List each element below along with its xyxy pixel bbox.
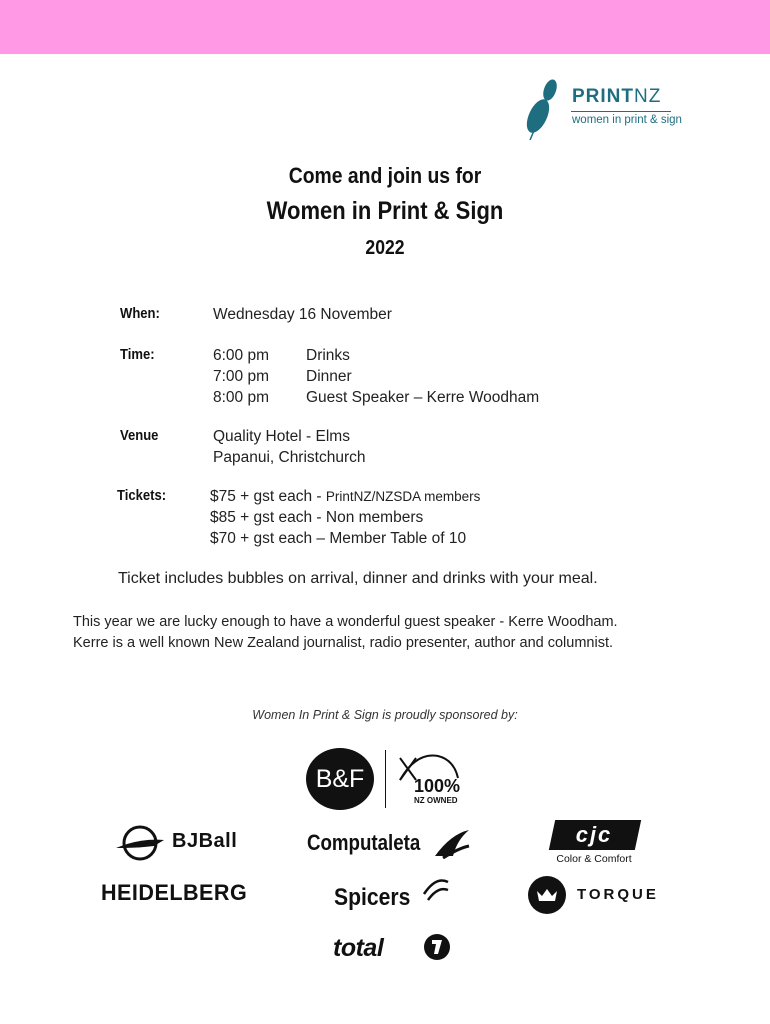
schedule-time: 8:00 pm — [213, 389, 270, 406]
bjball-logo: BJBall — [114, 824, 244, 862]
bf-logo: B&F — [306, 748, 374, 810]
logo-tagline: women in print & sign — [572, 114, 682, 126]
event-title: Women in Print & Sign — [266, 197, 504, 225]
schedule-item: Dinner — [306, 368, 352, 385]
when-label: When: — [120, 306, 160, 322]
bjball-globe-icon — [114, 824, 166, 862]
venue-line: Papanui, Christchurch — [213, 449, 366, 466]
speaker-paragraph — [73, 612, 618, 654]
time-label: Time: — [120, 347, 155, 363]
schedule-item: Drinks — [306, 347, 350, 364]
top-color-band — [0, 0, 770, 54]
speaker-line: Kerre is a well known New Zealand journalist, radio presenter, author and columnist. — [73, 635, 613, 651]
ticket-price-line: $75 + gst each - PrintNZ/NZSDA members — [210, 488, 481, 505]
ticket-price-line: $70 + gst each – Member Table of 10 — [210, 530, 467, 547]
schedule-time: 7:00 pm — [213, 368, 270, 385]
nz-percent: 100% — [414, 776, 461, 796]
schedule-item: Guest Speaker – Kerre Woodham — [306, 389, 540, 406]
leaf-icon — [524, 76, 568, 144]
spicers-swoosh-icon — [420, 874, 450, 904]
ticket-includes-text: Ticket includes bubbles on arrival, dinner and drinks with your meal. — [118, 570, 598, 587]
tickets-label: Tickets: — [117, 488, 167, 504]
printnz-logo — [524, 76, 704, 146]
when-value: Wednesday 16 November — [213, 306, 392, 323]
total-circle-icon — [422, 932, 452, 962]
venue-label: Venue — [120, 428, 159, 444]
torque-logo: TORQUE — [528, 876, 668, 914]
venue-line: Quality Hotel - Elms — [213, 428, 350, 445]
event-year: 2022 — [365, 237, 405, 259]
sponsors-intro: Women In Print & Sign is proudly sponsored by: — [252, 708, 518, 722]
crown-icon — [536, 887, 558, 903]
logo-name: PRINTNZ — [572, 86, 662, 107]
ticket-price-line: $85 + gst each - Non members — [210, 509, 424, 526]
schedule-time: 6:00 pm — [213, 347, 270, 364]
nz-owned-logo — [396, 752, 466, 808]
total-logo: total — [333, 932, 453, 964]
spicers-logo: Spicers — [334, 874, 454, 916]
computaleta-logo: Computaleta — [307, 826, 472, 862]
heidelberg-logo: HEIDELBERG — [101, 880, 248, 905]
speaker-line: This year we are lucky enough to have a wonderful guest speaker - Kerre Woodham. — [73, 614, 618, 630]
intro-heading: Come and join us for — [288, 163, 482, 188]
color-comfort-logo: cjc Color & Comfort — [548, 820, 640, 868]
logo-divider — [385, 750, 386, 808]
nz-owned-text: NZ OWNED — [414, 796, 458, 805]
computaleta-swirl-icon — [433, 826, 471, 860]
logo-rule — [571, 111, 671, 112]
